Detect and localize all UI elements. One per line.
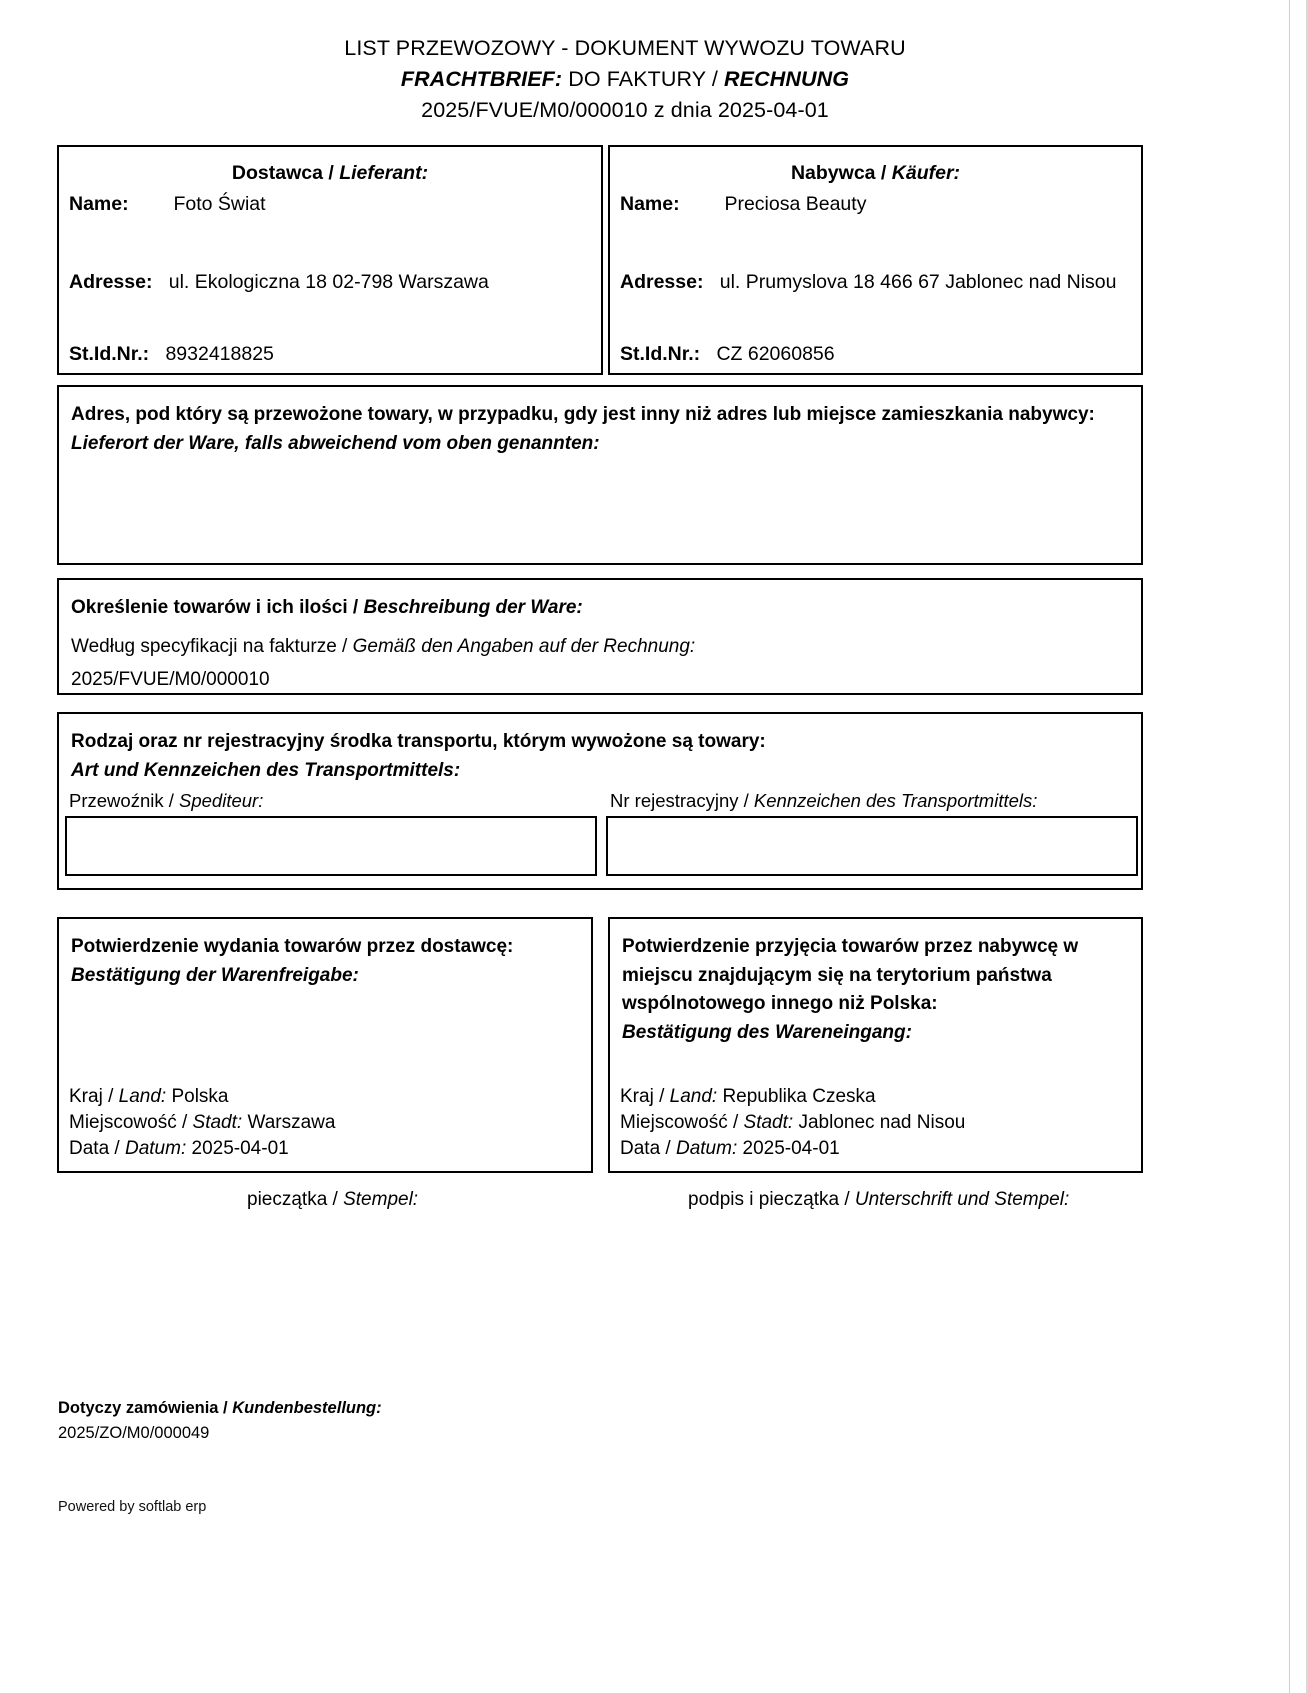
- buyer-taxid-value: CZ 62060856: [716, 343, 835, 365]
- supplier-taxid-row: [69, 343, 274, 366]
- buyer-taxid-label: St.Id.Nr.:: [620, 343, 701, 365]
- release-city-value: Warszawa: [247, 1112, 336, 1134]
- release-confirmation-box: [57, 917, 593, 1173]
- release-date-label-de: Datum:: [124, 1138, 187, 1160]
- receipt-stamp-note: [688, 1189, 1069, 1211]
- goods-spec-pl: Według specyfikacji na fakturze /: [71, 635, 353, 657]
- goods-invoice-number: 2025/FVUE/M0/000010: [71, 668, 270, 690]
- receipt-country-row: [620, 1084, 965, 1110]
- delivery-address-title-pl: Adres, pod który są przewożone towary, w przypadku, gdy jest inny niż adres lub miejsce zamieszkania nabywcy:: [71, 404, 1095, 425]
- plate-label: [610, 790, 1037, 812]
- document-title-line2: [0, 64, 1250, 95]
- release-country-label-de: Land:: [118, 1086, 167, 1107]
- plate-input[interactable]: [606, 816, 1138, 876]
- release-city-label-pl: Miejscowość /: [69, 1112, 193, 1134]
- carrier-label: [69, 790, 263, 812]
- receipt-city-value: Jablonec nad Nisou: [798, 1112, 966, 1134]
- order-reference: [58, 1396, 382, 1446]
- order-reference-label: [58, 1396, 382, 1421]
- receipt-date-label-de: Datum:: [675, 1138, 738, 1160]
- goods-title: [71, 594, 1129, 623]
- order-reference-label-pl: Dotyczy zamówienia /: [58, 1399, 233, 1417]
- receipt-country-label-de: Land:: [669, 1086, 718, 1107]
- order-reference-label-de: Kundenbestellung:: [232, 1399, 382, 1417]
- supplier-name-value: Foto Świat: [173, 193, 266, 215]
- release-stamp-note-de: Stempel:: [343, 1189, 419, 1210]
- supplier-title-de: Lieferant:: [339, 162, 429, 184]
- goods-spec-de: Gemäß den Angaben auf der Rechnung:: [352, 635, 696, 657]
- release-city-row: [69, 1110, 335, 1136]
- receipt-city-row: [620, 1110, 965, 1136]
- document-number-and-date: 2025/FVUE/M0/000010 z dnia 2025-04-01: [421, 98, 829, 123]
- release-confirmation-title-pl: Potwierdzenie wydania towarów przez dostawcę:: [71, 936, 514, 957]
- supplier-name-label: Name:: [69, 193, 129, 215]
- supplier-name-row: [69, 193, 266, 216]
- plate-label-pl: Nr rejestracyjny /: [610, 790, 754, 811]
- buyer-name-value: Preciosa Beauty: [724, 193, 867, 215]
- buyer-title-de: Käufer:: [891, 162, 961, 184]
- rechnung-label: RECHNUNG: [724, 67, 850, 92]
- receipt-date-value: 2025-04-01: [742, 1138, 840, 1160]
- supplier-box: [57, 145, 603, 375]
- receipt-country-value: Republika Czeska: [722, 1086, 876, 1107]
- delivery-address-title-de: Lieferort der Ware, falls abweichend vom oben genannten:: [71, 432, 600, 454]
- buyer-name-label: Name:: [620, 193, 680, 215]
- buyer-name-row: [620, 193, 866, 216]
- buyer-address-label: Adresse:: [620, 271, 704, 293]
- powered-by-footer: Powered by softlab erp: [58, 1499, 207, 1515]
- carrier-label-pl: Przewoźnik /: [69, 790, 180, 811]
- receipt-date-label-pl: Data /: [620, 1138, 676, 1160]
- supplier-title-pl: Dostawca /: [231, 162, 340, 184]
- receipt-city-label-de: Stadt:: [743, 1112, 794, 1134]
- transport-title-pl: Rodzaj oraz nr rejestracyjny środka transportu, którym wywożone są towary:: [71, 731, 766, 752]
- release-stamp-note-pl: pieczątka /: [247, 1189, 344, 1210]
- receipt-confirmation-title-pl-1: Potwierdzenie przyjęcia towarów przez nabywcę w: [622, 936, 1079, 957]
- release-confirmation-details: [69, 1084, 335, 1163]
- carrier-label-de: Spediteur:: [179, 790, 264, 811]
- receipt-stamp-note-de: Unterschrift und Stempel:: [854, 1189, 1070, 1210]
- supplier-address-label: Adresse:: [69, 271, 153, 293]
- plate-label-de: Kennzeichen des Transportmittels:: [753, 790, 1038, 811]
- goods-spec-line: [71, 632, 1129, 661]
- supplier-taxid-label: St.Id.Nr.:: [69, 343, 150, 365]
- buyer-box: [608, 145, 1143, 375]
- receipt-confirmation-title-de: Bestätigung des Wareneingang:: [622, 1021, 912, 1043]
- transport-title-de: Art und Kennzeichen des Transportmittels:: [71, 759, 461, 781]
- release-confirmation-title-de: Bestätigung der Warenfreigabe:: [71, 964, 359, 986]
- goods-title-de: Beschreibung der Ware:: [363, 597, 583, 618]
- order-reference-value: 2025/ZO/M0/000049: [58, 1423, 210, 1442]
- receipt-confirmation-title-pl-3: wspólnotowego innego niż Polska:: [622, 993, 938, 1014]
- carrier-input[interactable]: [65, 816, 597, 876]
- release-city-label-de: Stadt:: [192, 1112, 243, 1134]
- buyer-title-pl: Nabywca /: [790, 162, 892, 184]
- supplier-address-row: [69, 271, 489, 294]
- goods-title-pl: Określenie towarów i ich ilości /: [71, 597, 364, 618]
- transport-box: [57, 712, 1143, 890]
- release-stamp-note: [247, 1189, 418, 1211]
- buyer-title: [610, 162, 1141, 185]
- delivery-address-box: [57, 385, 1143, 565]
- carrier-value: [67, 818, 595, 830]
- goods-description-box: [57, 578, 1143, 695]
- supplier-taxid-value: 8932418825: [165, 343, 274, 365]
- buyer-taxid-row: [620, 343, 835, 366]
- frachtbrief-label: FRACHTBRIEF:: [400, 67, 563, 92]
- supplier-address-value: ul. Ekologiczna 18 02-798 Warszawa: [168, 271, 489, 293]
- release-country-label-pl: Kraj /: [69, 1086, 119, 1107]
- plate-value: [608, 818, 1136, 830]
- frachtbrief-middle: DO FAKTURY /: [562, 67, 725, 92]
- receipt-city-label-pl: Miejscowość /: [620, 1112, 744, 1134]
- document-header: [0, 33, 1250, 127]
- release-date-row: [69, 1136, 335, 1162]
- release-country-row: [69, 1084, 335, 1110]
- supplier-title: [59, 162, 601, 185]
- document-title-line1: LIST PRZEWOZOWY - DOKUMENT WYWOZU TOWARU: [344, 36, 906, 60]
- receipt-date-row: [620, 1136, 965, 1162]
- receipt-confirmation-title-pl-2: miejscu znajdującym się na terytorium państwa: [622, 964, 1052, 986]
- buyer-address-row: [620, 271, 1116, 294]
- receipt-confirmation-box: [608, 917, 1143, 1173]
- release-date-label-pl: Data /: [69, 1138, 125, 1160]
- release-country-value: Polska: [171, 1086, 229, 1107]
- receipt-country-label-pl: Kraj /: [620, 1086, 670, 1107]
- receipt-stamp-note-pl: podpis i pieczątka /: [688, 1189, 855, 1210]
- buyer-address-value: ul. Prumyslova 18 466 67 Jablonec nad Nisou: [719, 271, 1117, 293]
- receipt-confirmation-details: [620, 1084, 965, 1163]
- release-date-value: 2025-04-01: [191, 1138, 289, 1160]
